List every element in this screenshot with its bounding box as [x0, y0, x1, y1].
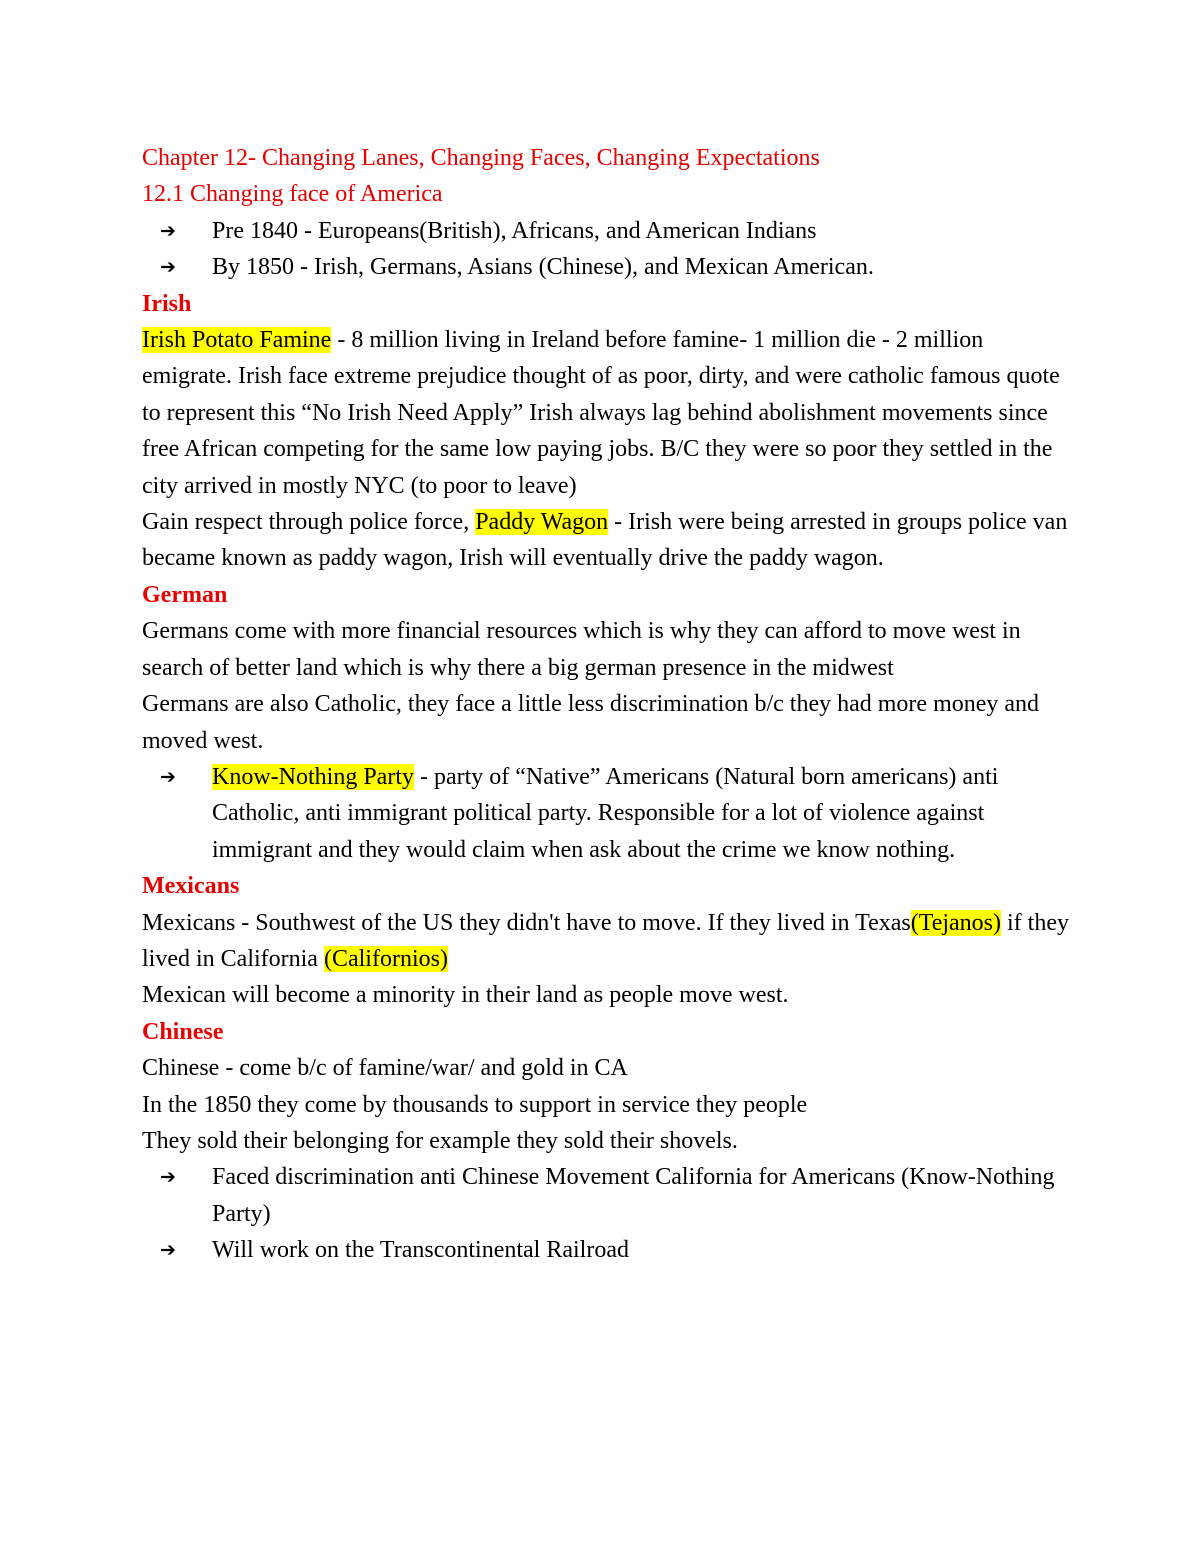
chinese-bullet-2: ➔ Will work on the Transcontinental Railroad	[142, 1232, 1072, 1268]
german-paragraph-2: Germans are also Catholic, they face a little less discrimination b/c they had more money and moved west.	[142, 691, 1040, 754]
intro-bullet-2: ➔ By 1850 - Irish, Germans, Asians (Chinese), and Mexican American.	[142, 249, 1072, 285]
arrow-icon: ➔	[160, 1166, 176, 1189]
chinese-bullet-1: ➔ Faced discrimination anti Chinese Movement California for Americans (Know-Nothing Party)	[142, 1159, 1072, 1232]
highlighted-term: Paddy Wagon	[475, 509, 609, 536]
irish-famine-paragraph: Irish Potato Famine - 8 million living in Ireland before famine- 1 million die - 2 million emigrate. Irish face extreme prejudice thought of as poor, dirty, and were catholic famous quote to represent this “No Irish Need Apply” Irish always lag behind abolishment movements since free African competing for the same low paying jobs. B/C they were so poor they settled in the city arrived in mostly NYC (to poor to leave)	[142, 327, 1060, 499]
mexicans-paragraph: Mexicans - Southwest of the US they didn't have to move. If they lived in Texas(Tejanos) if they lived in California (Californios)	[142, 909, 1069, 972]
intro-bullet-1: ➔ Pre 1840 - Europeans(British), Africans, and American Indians	[142, 213, 1072, 249]
heading-german: German	[142, 581, 228, 608]
highlighted-term: Irish Potato Famine	[142, 327, 332, 354]
chinese-line-1: Chinese - come b/c of famine/war/ and gold in CA	[142, 1055, 628, 1082]
highlighted-term: (Californios)	[323, 945, 448, 972]
chinese-line-3: They sold their belonging for example they sold their shovels.	[142, 1127, 738, 1154]
chapter-title: Chapter 12- Changing Lanes, Changing Faces, Changing Expectations	[142, 145, 820, 171]
highlighted-term: (Tejanos)	[910, 909, 1002, 936]
heading-chinese: Chinese	[142, 1018, 224, 1045]
heading-irish: Irish	[142, 290, 192, 317]
chinese-line-2: In the 1850 they come by thousands to support in service they people	[142, 1091, 808, 1118]
arrow-icon: ➔	[160, 1239, 176, 1262]
irish-paddy-paragraph: Gain respect through police force, Paddy Wagon - Irish were being arrested in groups police van became known as paddy wagon, Irish will eventually drive the paddy wagon.	[142, 509, 1068, 572]
german-paragraph-1: Germans come with more financial resources which is why they can afford to move west in search of better land which is why there a big german presence in the midwest	[142, 618, 1021, 681]
arrow-icon: ➔	[160, 765, 176, 788]
mexicans-minority: Mexican will become a minority in their land as people move west.	[142, 982, 789, 1009]
know-nothing-bullet: ➔ Know-Nothing Party - party of “Native” Americans (Natural born americans) anti Catholic, anti immigrant political party. Responsible for a lot of violence against immigrant and they would claim when ask about the crime we know nothing.	[142, 759, 1072, 868]
heading-mexicans: Mexicans	[142, 873, 240, 900]
arrow-icon: ➔	[160, 219, 176, 242]
section-title: 12.1 Changing face of America	[142, 181, 443, 208]
highlighted-term: Know-Nothing Party	[212, 763, 414, 790]
arrow-icon: ➔	[160, 256, 176, 279]
document-page	[142, 140, 1072, 1269]
